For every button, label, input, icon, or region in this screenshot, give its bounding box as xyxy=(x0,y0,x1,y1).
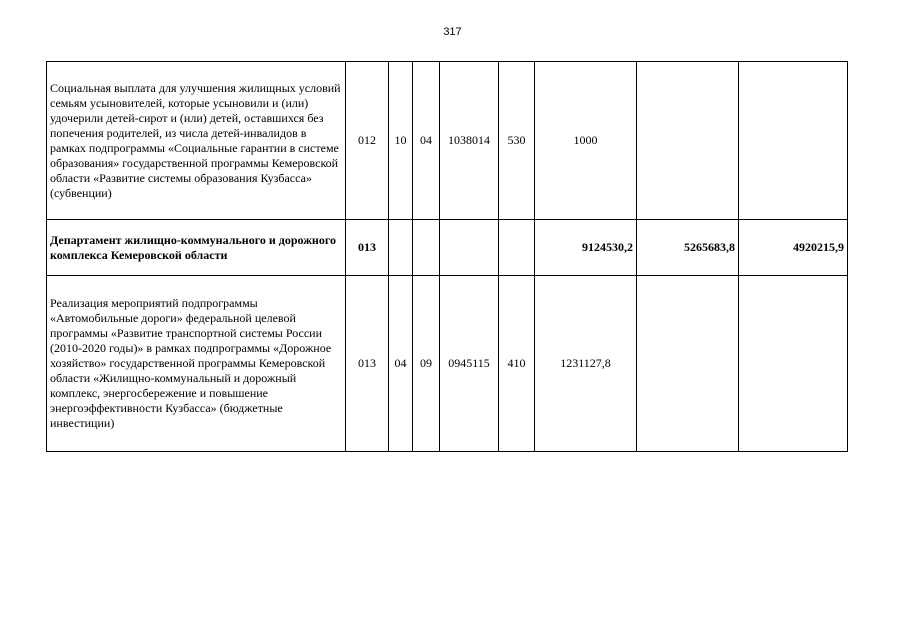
sum-year-3: 4920215,9 xyxy=(739,220,848,276)
table-row xyxy=(47,62,848,220)
sum-year-1: 1000 xyxy=(535,62,637,220)
target-article-code xyxy=(440,220,499,276)
target-article-code: 0945115 xyxy=(440,276,499,452)
subsection-code xyxy=(413,220,440,276)
section-code: 04 xyxy=(389,276,413,452)
page-number: 317 xyxy=(443,26,462,38)
ministry-code: 013 xyxy=(346,276,389,452)
expense-type-code xyxy=(499,220,535,276)
table-row xyxy=(47,220,848,276)
row-description: Социальная выплата для улучшения жилищных условий семьям усыновителей, которые усыновили и (или) удочерили детей-сирот и (или) детей, оставшихся без попечения родителей, из числа детей-инвалидов в рамках подпрограммы «Социальные гарантии в системе образования» государственной программы Кемеровской области «Развитие системы образования Кузбасса» (субвенции) xyxy=(47,62,346,220)
expense-type-code: 530 xyxy=(499,62,535,220)
budget-table xyxy=(46,61,848,452)
sum-year-2: 5265683,8 xyxy=(637,220,739,276)
subsection-code: 09 xyxy=(413,276,440,452)
subsection-code: 04 xyxy=(413,62,440,220)
row-description: Департамент жилищно-коммунального и дорожного комплекса Кемеровской области xyxy=(47,220,346,276)
ministry-code: 012 xyxy=(346,62,389,220)
section-code: 10 xyxy=(389,62,413,220)
ministry-code: 013 xyxy=(346,220,389,276)
row-description: Реализация мероприятий подпрограммы «Автомобильные дороги» федеральной целевой программы «Развитие транспортной системы России (2010-2020 годы)» в рамках подпрограммы «Дорожное хозяйство» государственной программы Кемеровской области «Жилищно-коммунальный и дорожный комплекс, энергосбережение и повышение энергоэффективности Кузбасса» (бюджетные инвестиции) xyxy=(47,276,346,452)
section-code xyxy=(389,220,413,276)
sum-year-3 xyxy=(739,62,848,220)
target-article-code: 1038014 xyxy=(440,62,499,220)
sum-year-1: 9124530,2 xyxy=(535,220,637,276)
sum-year-1: 1231127,8 xyxy=(535,276,637,452)
expense-type-code: 410 xyxy=(499,276,535,452)
table-row xyxy=(47,276,848,452)
sum-year-2 xyxy=(637,62,739,220)
sum-year-3 xyxy=(739,276,848,452)
sum-year-2 xyxy=(637,276,739,452)
